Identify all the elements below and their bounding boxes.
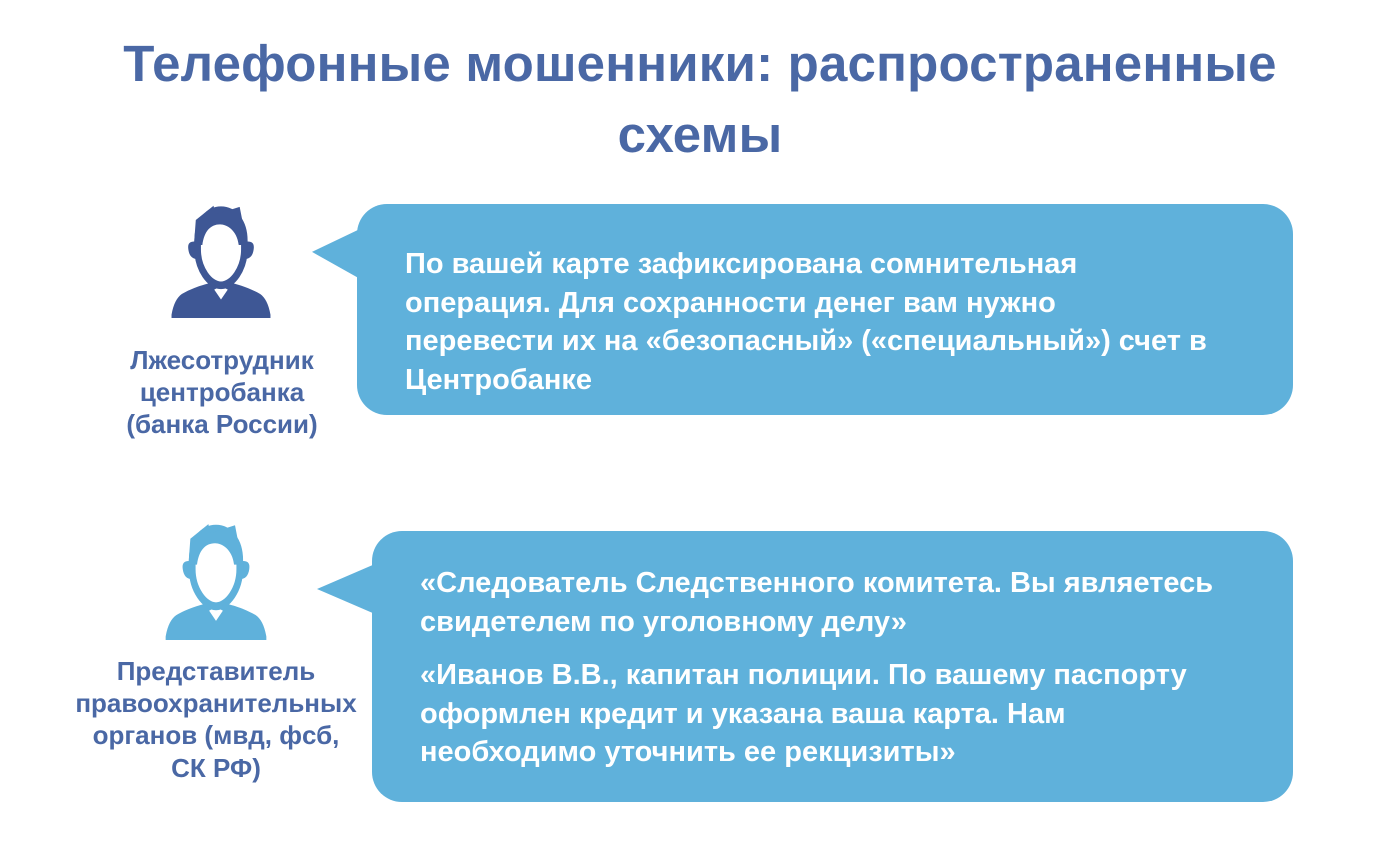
- actor-label-centrobank: Лжесотрудник центробанка (банка России): [126, 345, 318, 440]
- page-title: Телефонные мошенники: распространенные схемы: [123, 35, 1277, 164]
- bubble-message: «Следователь Следственного комитета. Вы являетесь свидетелем по уголовному делу»: [420, 567, 1214, 638]
- person-bust-dark-icon: [165, 196, 277, 318]
- actor-label-law-enforcement: Представитель правоохранительных органов (мвд, фсб, СК РФ): [75, 656, 357, 783]
- speech-bubble-centrobank: [357, 204, 1293, 415]
- person-bust-light-icon: [159, 514, 273, 640]
- speech-bubble-tail: [312, 228, 362, 280]
- bubble-message: По вашей карте зафиксирована сомнительная операция. Для сохранности денег вам нужно перевести их на «безопасный» («специальный») счет в Центробанке: [405, 248, 1207, 396]
- bubble-message: «Иванов В.В., капитан полиции. По вашему паспорту оформлен кредит и указана ваша карта. Нам необходимо уточнить ее рекцизиты»: [420, 659, 1187, 769]
- speech-bubble-tail: [317, 564, 375, 614]
- speech-bubble-law-enforcement: [372, 531, 1293, 802]
